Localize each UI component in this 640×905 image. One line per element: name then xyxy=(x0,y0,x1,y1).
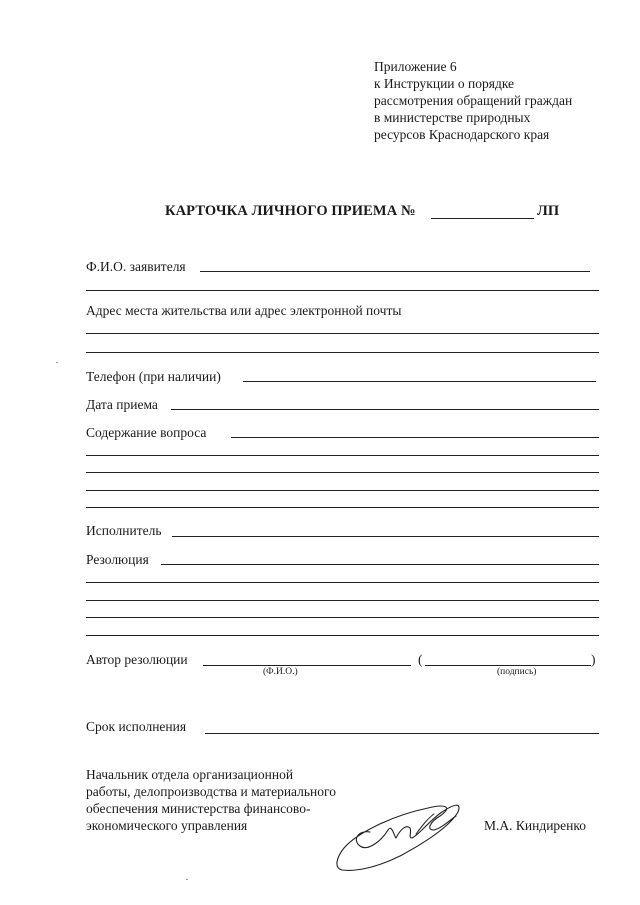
signature-hint: (подпись) xyxy=(497,667,537,677)
signatory-position xyxy=(86,766,336,834)
date-label: Дата приема xyxy=(86,397,158,412)
appendix-note xyxy=(374,58,572,143)
title-prefix: КАРТОЧКА ЛИЧНОГО ПРИЕМА № xyxy=(165,203,416,219)
resolution-field-line-2[interactable] xyxy=(86,582,599,583)
resolution-field-line-1[interactable] xyxy=(161,564,599,565)
address-field-line-1[interactable] xyxy=(86,333,599,334)
content-field-line-4[interactable] xyxy=(86,490,599,491)
appendix-line: рассмотрения обращений граждан xyxy=(374,93,573,108)
resolution-author-signature-field[interactable] xyxy=(425,665,591,666)
resolution-field-line-3[interactable] xyxy=(86,600,599,601)
appendix-line: в министерстве природных xyxy=(374,110,531,125)
card-number-field[interactable] xyxy=(431,218,534,219)
page-title xyxy=(165,203,416,220)
content-field-line-1[interactable] xyxy=(231,437,599,438)
content-label: Содержание вопроса xyxy=(86,425,207,440)
resolution-author-label: Автор резолюции xyxy=(86,652,188,667)
fio-hint: (Ф.И.О.) xyxy=(263,667,298,677)
paren-open: ( xyxy=(418,652,423,667)
resolution-field-line-5[interactable] xyxy=(86,635,599,636)
paren-close: ) xyxy=(591,652,596,667)
executor-field[interactable] xyxy=(172,536,599,537)
address-label: Адрес места жительства или адрес электронной почты xyxy=(86,303,402,318)
scan-speck xyxy=(56,362,58,363)
fio-label: Ф.И.О. заявителя xyxy=(86,259,186,274)
resolution-field-line-4[interactable] xyxy=(86,617,599,618)
appendix-line: ресурсов Краснодарского края xyxy=(374,127,550,142)
signatory-name: М.А. Киндиренко xyxy=(484,818,587,833)
resolution-label: Резолюция xyxy=(86,552,149,567)
appendix-line: к Инструкции о порядке xyxy=(374,76,515,91)
deadline-label: Срок исполнения xyxy=(86,719,187,734)
signatory-position-line: работы, делопроизводства и материального xyxy=(86,784,336,799)
phone-field[interactable] xyxy=(243,381,596,382)
scan-speck xyxy=(186,879,188,880)
handwritten-signature xyxy=(330,790,490,880)
date-field[interactable] xyxy=(171,409,599,410)
address-field-line-2[interactable] xyxy=(86,352,599,353)
title-suffix: ЛП xyxy=(537,203,560,219)
signatory-position-line: экономического управления xyxy=(86,818,248,833)
content-field-line-2[interactable] xyxy=(86,455,599,456)
fio-field[interactable] xyxy=(200,271,590,272)
appendix-line: Приложение 6 xyxy=(374,59,457,74)
signatory-position-line: Начальник отдела организационной xyxy=(86,767,294,782)
fio-field-continuation[interactable] xyxy=(86,290,599,291)
resolution-author-fio-field[interactable] xyxy=(203,665,411,666)
signatory-position-line: обеспечения министерства финансово- xyxy=(86,801,311,816)
deadline-field[interactable] xyxy=(205,733,599,734)
phone-label: Телефон (при наличии) xyxy=(86,369,221,384)
executor-label: Исполнитель xyxy=(86,523,162,538)
content-field-line-5[interactable] xyxy=(86,507,599,508)
content-field-line-3[interactable] xyxy=(86,472,599,473)
